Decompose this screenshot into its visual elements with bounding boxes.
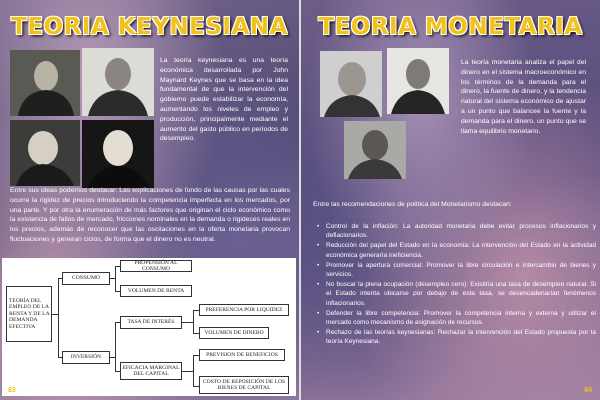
recommendations-lead: Entre las recomendaciones de política del Monetarismo destacan:	[313, 201, 512, 208]
intro-text: La teoría keynesiana es una teoría económica desarrollada por John Maynard Keynes que se basa en la idea fundamental de que la intervención del gobierno puede estabilizar la economía, aumentando los niveles de empleo y producción, principalmente mediante el aumento del gasto público en períodos de desempleo.	[160, 57, 288, 143]
list-item: • Defender la libre competencia: Promover la competencia interna y externa y utilizar el mercado como mecanismo de asignación de recursos.	[326, 309, 596, 327]
diagram-consumo: CONSUMO	[62, 272, 110, 285]
diagram-eficacia: EFICACIA MARGINAL DEL CAPITAL	[120, 362, 182, 380]
diagram-volumen-renta: VOLUMEN DE RENTA	[120, 285, 192, 297]
diagram-volumen-dinero: VOLUMEN DE DINERO	[199, 327, 269, 339]
recommendations-list	[314, 222, 596, 348]
diagram-root: TEORÍA DEL EMPLEO DE LA RENTA Y DE LA DEMANDA EFECTIVA	[6, 286, 52, 342]
list-item: • Promover la apertura comercial: Promover la libre circulación e intercambio de bienes y servicios.	[326, 261, 596, 279]
portrait-photo	[82, 120, 154, 188]
diagram-costo: COSTO DE REPOSICIÓN DE LOS BIENES DE CAPITAL	[199, 376, 289, 394]
list-item: • Control de la inflación: La autoridad monetaria debe evitar procesos inflacionarios y deflacionarios.	[326, 222, 596, 240]
diagram-inversion: INVERSIÓN	[62, 351, 110, 364]
portrait-photo	[320, 51, 382, 117]
list-item: • Rechazo de las teorías keynesianas: Rechazar la intervención del Estado propuesta por la teoría Keynesiana.	[326, 328, 596, 346]
list-item: • No buscar la plena ocupación (desempleo cero): Existiría una tasa de desempleo natural. Si el Estado intenta ubicarse por debajo de esta tasa, se desencadenarían fenómenos inflacionarios.	[326, 280, 596, 308]
page-title: TEORIA MONETARIA	[318, 14, 583, 40]
page-number: 84	[584, 387, 592, 394]
portrait-photo	[387, 48, 449, 114]
page-number: 83	[8, 387, 16, 394]
portrait-photo	[10, 50, 80, 116]
portrait-photo	[10, 120, 80, 186]
intro-text: La teoría monetaria analiza el papel del dinero en el sistema macroeconómico en los términos de la demanda para el dinero, la fuente de dinero, y la tendencia natural del sistema económico de ajustar a un punto que balancee la fuente y la demanda para el dinero, un punto que se llama equilibrio monetario.	[461, 59, 586, 135]
diagram-tasa-interes: TASA DE INTERÉS	[120, 316, 182, 329]
diagram-preferencia: PREFERENCIA POR LIQUIDEZ	[199, 304, 289, 316]
diagram-propension: PROPENSIÓN AL CONSUMO	[120, 260, 192, 272]
portrait-photo	[344, 121, 406, 179]
concept-diagram	[2, 258, 296, 396]
page-title: TEORIA KEYNESIANA	[11, 14, 288, 40]
list-item: • Reducción del papel del Estado en la economía: La intervención del Estado en la actividad económica generaría ineficiencia.	[326, 241, 596, 259]
body-text: Entre sus ideas podemos destacar: Las explicaciones de fondo de las causas por las cuales ocurre la rigidez de precios introduciendo la competencia imperfecta en los mercados, por una parte. Y por otra la enumeración de más factores que originan el ciclo económico como la existencia de fallos de mercado, fricciones nominales en la demanda o rigideces reales en los precios, además de reconocer que las oscilaciones en la oferta monetaria provocan fluctuaciones y generan ciclos, de forma que el dinero no es neutral.	[10, 187, 290, 243]
diagram-prevision: PREVISION DE BENEFICIOS	[199, 349, 285, 361]
portrait-photo	[82, 48, 154, 116]
left-page	[0, 0, 299, 400]
right-page	[301, 0, 600, 400]
